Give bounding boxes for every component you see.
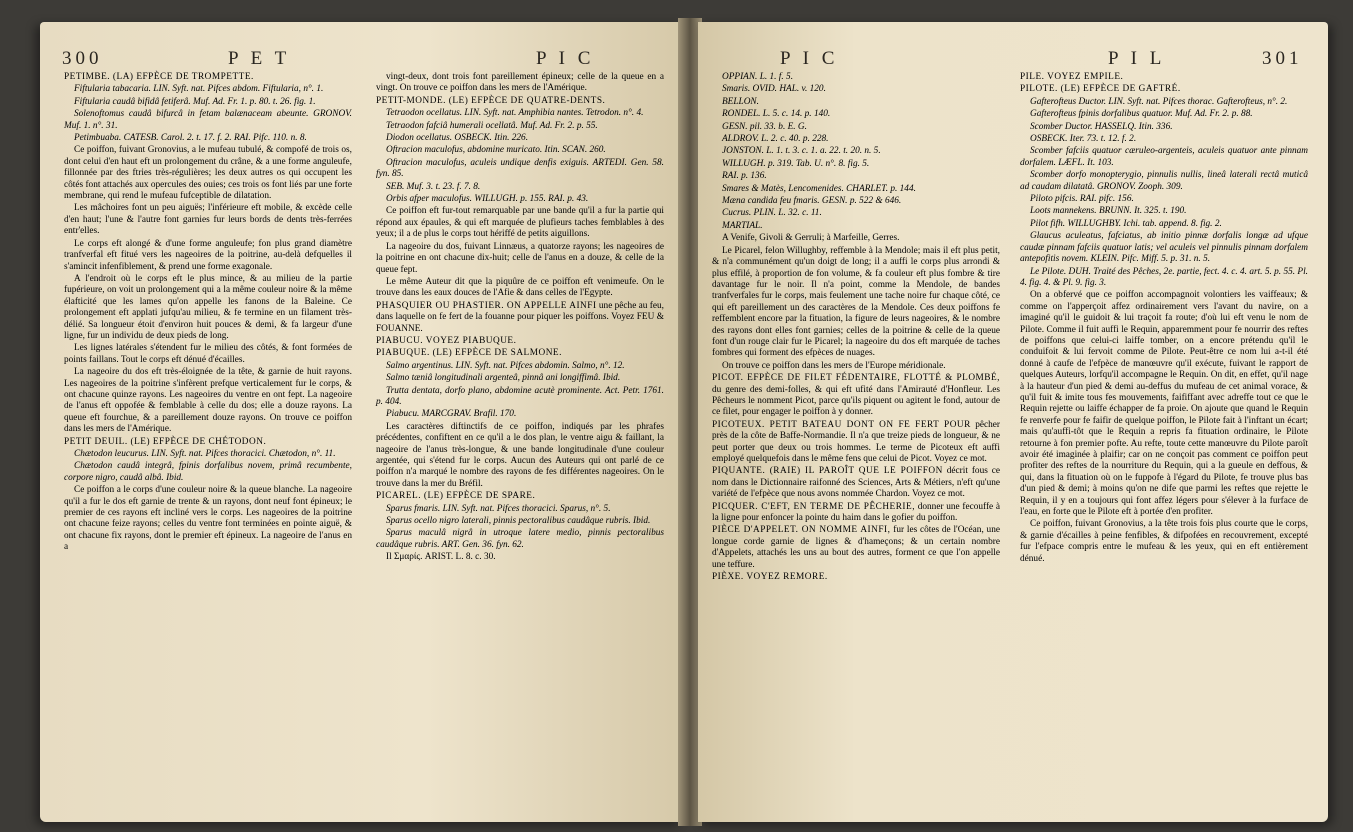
entry-headword: PICOT. EFPÈCE DE FILET FÉDENTAIRE, FLOTTÉ & PLOMBÉ, — [712, 373, 1000, 384]
entry-paragraph — [1020, 84, 1308, 95]
entry-text: donner une fecouffe à la ligne pour enfoncer la pointe du haim dans le gofier du poiffon. — [712, 501, 1001, 524]
entry-headword: PICAREL. (LE) EFPÈCE DE SPARE. — [376, 491, 536, 502]
left-page-head-right: P I C — [536, 48, 595, 69]
citation-line: Smares & Matès, Lencomenides. CHARLET. p. 144. — [722, 183, 916, 194]
entry-paragraph — [1020, 72, 1308, 83]
citation-line: Scomber fafciis quatuor cæruleo-argenteis, aculeis quatuor ante pinnam dorfalem. LÆFL. It. 103. — [1020, 146, 1308, 168]
citation-line: Piabucu. MARCGRAV. Brafil. 170. — [386, 409, 517, 420]
body-paragraph: Les mâchoires font un peu aiguës; l'inférieure eft mobile, & excède celle d'en haut; l'une & l'autre font garnies fur leurs bords de dents très-ferrées entr'elles. — [64, 203, 352, 237]
entry-paragraph — [376, 336, 664, 347]
citation-line: SEB. Muf. 3. t. 23. f. 7. 8. — [386, 181, 481, 192]
citation-line: Sparus fmaris. LIN. Syft. nat. Pifces thoracici. Sparus, n°. 5. — [386, 503, 611, 514]
citation-line: Scomber Ductor. HASSELQ. Itin. 336. — [1030, 121, 1173, 132]
entry-paragraph — [712, 466, 1000, 500]
citation-line: Mæna candida feu fmaris. GESN. p. 522 & 646. — [722, 196, 902, 207]
entry-paragraph — [64, 72, 352, 83]
entry-headword: PICOTEUX. PETIT BATEAU DONT ON FE FERT POUR — [712, 419, 971, 430]
right-page-head-right: P I L — [1108, 48, 1166, 69]
body-paragraph: Ce poiffon, fuivant Gronovius, a la tête trois fois plus courte que le corps, & garnie d'écailles à peine fenfibles, & difpofées en recouvrement, excepté fur l'efpace compris entre le mufeau & les yeux, qui en eft entièrement dénué. — [1020, 519, 1308, 564]
entry-headword: PETIMBE. (LA) EFPÈCE DE TROMPETTE. — [64, 72, 254, 82]
citation-line: Trutta dentata, dorfo plano, abdomine acutè prominente. Act. Petr. 1761. p. 404. — [376, 385, 664, 407]
body-paragraph: On a obfervé que ce poiffon accompagnoit volontiers les vaiffeaux; & comme on l'apperçoit affez ordinairement vers l'avant du navire, on a imaginé qu'il le guidoit & lui traçoit fa route; d'où lui eft venu le nom de Pilote. Comme il fuit auffi le Requin, apparemment pour fe nourrir des reftes de poiffons que celui-ci laiffe tomber, on a encore prétendu qu'il le conduifoit & lui fervoit comme de Pilote. Peut-être ce nom lui a-t-il été donné à caufe de l'efpèce de manœuvre qu'il exécute, fuivant le rapport de quelques Auteurs, lorfqu'il accompagne le Requin. On dit, en effet, qu'il nage à la hauteur d'un pied & demi au-deffus du mufeau de cet animal vorace, & qu'il fuit & imite tous fes mouvements, faififfant avec adreffe tout ce que le Requin rejette ou laiffe échapper de fa proie. On ajoute que quand le Requin fe renverfe pour fe faifir de quelque poiffon, le Pilote fait à l'inftant un écart; mais qu'auffi-tôt que le Requin a repris fa fituation ordinaire, le Pilote retourne à fon premier pofte. Au refte, toute cette manœuvre du Pilote paroît avoir été imaginée à plaifir; car on ne conçoit pas comment ce poiffon peut profiter des reftes de la nourriture du Requin, qui a la gueule en deffous, & qui, dans la fituation où on le fuppofe à l'égard du Pilote, fe trouve plus bas d'un pied & demi; à moins qu'on ne dife que parmi les reftes que rejette le Requin, il y en a toujours qui font affez légers pour s'élever à la furface de l'eau, en forte que le Pilote eft à portée d'en profiter. — [1020, 290, 1308, 518]
citation-line: Smaris. OVID. HAL. v. 120. — [722, 84, 826, 95]
entry-paragraph — [376, 96, 664, 107]
entry-paragraph — [376, 348, 664, 359]
citation-line: Tetraodon fafciâ humerali ocellatâ. Muf. Ad. Fr. 2. p. 55. — [386, 120, 598, 131]
entry-paragraph — [64, 437, 352, 448]
citation-line: BELLON. — [722, 96, 759, 107]
citation-line: MARTIAL. — [722, 220, 763, 231]
citation-line: OPPIAN. L. 1. f. 5. — [722, 72, 794, 82]
entry-text: fur les côtes de l'Océan, une longue corde garnie de lignes & d'hameçons; & un certain nombre d'Appelets, attachés les uns au bout des autres, forment ce que l'on appelle une teffure. — [712, 525, 1000, 570]
body-paragraph: A Venife, Givoli & Gerruli; à Marfeille, Gerres. — [722, 233, 900, 244]
citation-line: Cucrus. PLIN. L. 32. c. 11. — [722, 208, 822, 219]
left-page-head-left: P E T — [228, 48, 291, 69]
body-paragraph: Les lignes latérales s'étendent fur le milieu des côtés, & font formées de points faillans. Tout le corps eft dénué d'écailles. — [64, 343, 352, 365]
entry-headword: PIABUCU. VOYEZ PIABUQUE. — [376, 335, 517, 346]
citation-line: Orbis afper maculofus. WILLUGH. p. 155. RAI. p. 43. — [386, 194, 589, 205]
body-paragraph: La nageoire du dos, fuivant Linnæus, a quatorze rayons; les nageoires de la poitrine en ont chacune dix-huit; celle de l'anus en a douze, & celle de la queue fept. — [376, 241, 664, 275]
citation-line: Oftracion maculofus, abdomine muricato. Itin. SCAN. 260. — [386, 145, 606, 156]
body-paragraph: Ce poiffon a le corps d'une couleur noire & la queue blanche. La nageoire qu'il a fur le dos eft garnie de trente & un rayons, dont neuf font épineux; le premier de ces rayons eft incliné vers le corps. Les nageoires de la poitrine ont chacune feize rayons; celles du ventre font terminées en pointe aiguë, & ont chacune fix rayons, dont le premier eft épineux. La nageoire de l'anus en a — [64, 485, 352, 553]
left-page-number: 300 — [62, 48, 103, 69]
citation-line: Diodon ocellatus. OSBECK. Itin. 226. — [386, 133, 529, 144]
citation-line: Le Pilote. DUH. Traité des Pêches, 2e. partie, fect. 4. c. 4. art. 5. p. 55. Pl. 4. fig. 4. & Pl. 9. fig. 3. — [1020, 266, 1308, 288]
entry-text: décrit fous ce nom dans le Dictionnaire raifonné des Sciences, Arts & Métiers, n'eft qu'une variété de l'efpèce que nous avons nommée Chardon. Voyez ce mot. — [712, 466, 1000, 500]
entry-headword: PILOTE. (LE) EFPÈCE DE GAFTRÉ. — [1020, 84, 1181, 95]
right-page-column-1 — [712, 72, 1000, 584]
body-paragraph: Il Σμαρίς. ARIST. L. 8. c. 30. — [386, 552, 496, 563]
citation-line: GESN. pil. 33. b. E. G. — [722, 121, 807, 132]
citation-line: Salmo tæniâ longitudinali argenteâ, pinnâ ani longiffimâ. Ibid. — [386, 373, 621, 384]
entry-paragraph — [712, 502, 1000, 525]
right-page-head-left: P I C — [780, 48, 839, 69]
entry-text: une pêche au feu, dans laquelle on fe fert de la fouanne pour piquer les poiffons. Voyez FEU & FOUANNE. — [376, 300, 664, 334]
left-page-column-1 — [64, 72, 352, 555]
body-paragraph: Ce poiffon eft fur-tout remarquable par une bande qu'il a fur la partie qui répond aux épaules, & qui eft marquée de plufieurs taches femblables à des yeux; il a de plus le corps tout hériffé de petits aiguillons. — [376, 206, 664, 240]
citation-line: Oftracion maculofus, aculeis undique denfis exiguis. ARTEDI. Gen. 58. fyn. 85. — [376, 157, 664, 180]
citation-line: Salmo argentinus. LIN. Syft. nat. Pifces abdomin. Salmo, n°. 12. — [386, 360, 625, 371]
citation-line: WILLUGH. p. 319. Tab. U. n°. 8. fig. 5. — [722, 158, 870, 169]
citation-line: Scomber dorfo monopterygio, pinnulis nullis, lineâ laterali rectâ muticâ ad caudam dilatatâ. GRONOV. Zooph. 309. — [1020, 170, 1308, 192]
citation-line: JONSTON. L. 1. t. 3. c. 1. a. 22. t. 20. n. 5. — [722, 146, 881, 157]
left-page-column-2 — [376, 72, 664, 565]
citation-line: ALDROV. L. 2. c. 40. p. 228. — [722, 134, 829, 145]
citation-line: Tetraodon ocellatus. LIN. Syft. nat. Amphibia nantes. Tetrodon. n°. 4. — [386, 108, 644, 119]
entry-paragraph — [712, 420, 1000, 466]
citation-line: Piloto pifcis. RAI. pifc. 156. — [1030, 194, 1134, 205]
body-paragraph: Les caractères diftinctifs de ce poiffon, indiqués par les phrafes précédentes, confiftent en ce qu'il a le dos plan, le ventre aigu & faillant, la nageoire de l'anus très-longue, & une bande longitudinale d'une couleur argentée, qui s'étend fur le corps. Aucun des Auteurs qui ont parlé de ce poiffon n'a marqué le nombre des rayons de fes différentes nageoires. On le trouve dans la mer du Bréfil. — [376, 421, 664, 489]
entry-headword: PETIT DEUIL. (LE) EFPÈCE DE CHÉTODON. — [64, 436, 267, 447]
citation-line: Fiftularia tabacaria. LIN. Syft. nat. Pifces abdom. Fiftularia, n°. 1. — [74, 84, 324, 95]
entry-paragraph — [712, 525, 1000, 571]
citation-line: Chætodon caudâ integrâ, fpinis dorfalibus novem, primâ recumbente, corpore nigro, caudâ albâ. Ibid. — [64, 461, 352, 483]
body-paragraph: On trouve ce poiffon dans les mers de l'Europe méridionale. — [722, 360, 946, 371]
entry-headword: PICQUER. C'EFT, EN TERME DE PÊCHERIE, — [712, 501, 916, 512]
body-paragraph: La nageoire du dos eft très-éloignée de la tête, & garnie de huit rayons. Les nageoires de la poitrine s'infèrent prefque verticalement fur le corps, & ont chacune quinze rayons. Les nageoires du ventre en ont fept. La nageoire de l'anus eft oppofée & femblable à celle du dos; elle a douze rayons. La queue eft fourchue, & a pareillement douze rayons. On trouve ce poiffon dans les mers de l'Amérique. — [64, 367, 352, 435]
body-paragraph: A l'endroit où le corps eft le plus mince, & au milieu de la partie fupérieure, on voit un prolongement qui a la même couleur noire & la même élafticité que les lames qu'on appelle les fanons de la Baleine. Ce prolongement eft applati jufqu'au milieu, & fe termine en un filament très-délié. Sa longueur étoit d'environ huit pouces & demi, & fa largeur d'une ligne, fur un individu de deux pieds de long. — [64, 273, 352, 341]
citation-line: Fiftularia caudâ bifidâ fetiferâ. Muf. Ad. Fr. 1. p. 80. t. 26. fig. 1. — [74, 96, 316, 107]
entry-paragraph — [712, 373, 1000, 419]
citation-line: Gafterofteus fpinis dorfalibus quatuor. Muf. Ad. Fr. 2. p. 88. — [1030, 109, 1253, 120]
citation-line: Pilot fifh. WILLUGHBY. Ichi. tab. append. 8. fig. 2. — [1030, 218, 1222, 229]
citation-line: Sparus maculâ nigrâ in utroque latere medio, pinnis pectoralibus caudâque rubris. ART. Gen. 36. fyn. 62. — [376, 528, 664, 550]
citation-line: Petimbuaba. CATESB. Carol. 2. t. 17. f. 2. RAI. Pifc. 110. n. 8. — [74, 133, 307, 144]
entry-headword: PHASQUIER OU PHASTIER. ON APPELLE AINFI — [376, 300, 597, 311]
citation-line: RONDEL. L. 5. c. 14. p. 140. — [722, 109, 831, 120]
entry-text: pêcher près de la côte de Baffe-Normandie. Il n'a que treize pieds de longueur, & ne peut porter que deux ou trois hommes. Le terme de Picoteux eft auffi employé quelquefois dans le même fens que celui de Picot. Voyez ce mot. — [712, 419, 1000, 464]
entry-text: du genre des demi-folles, & qui eft ufité dans l'Amirauté d'Honfleur. Les Pêcheurs le nomment Picot, parce qu'ils piquent ou agitent le fond, autour de ce filet, pour engager le poiffon à y donner. — [712, 384, 1000, 418]
citation-line: Glaucus aculeatus, fafciatus, ab initio pinnæ dorfalis longæ ad ufque caudæ pinnam fafciis quatuor latis; vel aculeis vel pinnulis pinnam dorfalem antepofitis novem. KLEIN. Pifc. Miff. 5. p. 31. n. 5. — [1020, 231, 1308, 265]
citation-line: RAI. p. 136. — [722, 171, 767, 182]
entry-paragraph — [712, 572, 1000, 583]
right-page-number: 301 — [1262, 48, 1303, 69]
citation-line: Solenoftomus caudâ bifurcâ in fetam balænaceam abeunte. GRONOV. Muf. 1. n°. 31. — [64, 109, 352, 131]
citation-line: Sparus ocello nigro laterali, pinnis pectoralibus caudâque rubris. Ibid. — [386, 516, 651, 527]
body-paragraph: Le même Auteur dit que la piquûre de ce poiffon eft venimeufe. On le trouve dans les eaux douces de l'Afie & dans celles de l'Egypte. — [376, 276, 664, 299]
entry-headword: PIABUQUE. (LE) EFPÈCE DE SALMONE. — [376, 348, 562, 359]
entry-headword: PILE. VOYEZ EMPILE. — [1020, 72, 1124, 82]
body-paragraph: Le corps eft alongé & d'une forme anguleufe; fon plus grand diamètre tranfverfal eft fitué vers les nageoires de la poitrine, au-delà defquelles il s'amincit infenfiblement, & prend une forme exagonale. — [64, 238, 352, 272]
entry-paragraph — [376, 491, 664, 502]
body-paragraph: Ce poiffon, fuivant Gronovius, a le mufeau tubulé, & compofé de trois os, dont celui d'en haut eft un prolongement du crâne, & a une forme anguleufe, fillonnée par des ftries très-régulières; les deux autres os qui occupent les côtés font attachés aux opercules des ouies; ces trois os font liés par une forte membrane, qui rend le mufeau fufceptible de dilatation. — [64, 145, 352, 202]
citation-line: OSBECK. Iter. 73. t. 12. f. 2. — [1030, 134, 1137, 145]
entry-headword: PIÈXE. VOYEZ REMORE. — [712, 572, 828, 583]
right-page-column-2 — [1020, 72, 1308, 566]
citation-line: Chætodon leucurus. LIN. Syft. nat. Pifces thoracici. Chætodon, n°. 11. — [74, 449, 336, 459]
entry-headword: PIQUANTE. (RAIE) IL PAROÎT QUE LE POIFFON — [712, 466, 943, 477]
citation-line: Gafterofteus Ductor. LIN. Syft. nat. Pifces thorac. Gafterofteus, n°. 2. — [1030, 96, 1288, 107]
entry-paragraph — [376, 301, 664, 335]
entry-headword: PETIT-MONDE. (LE) EFPÈCE DE QUATRE-DENTS. — [376, 95, 606, 106]
body-paragraph: vingt-deux, dont trois font pareillement épineux; celle de la queue en a vingt. On trouve ce poiffon dans les mers de l'Amérique. — [376, 72, 664, 94]
body-paragraph: Le Picarel, felon Willughby, reffemble à la Mendole; mais il eft plus petit, & n'a communément qu'un doigt de long; il a auffi le corps plus arrondi & plus effilé, à proportion de fon volume, & fa couleur eft plus fombre & tire davantage fur le noir. Il n'a point, comme la Mendole, de bandes tranfverfales fur le corps, mais feulement une tache noire fur chaque côté, ce qui eft pareillement un des caractères de la Mendole. Ces deux poiffons fe reffemblent encore par la fituation, la figure de leurs nageoires, & le nombre des rayons dont elles font garnies; celles de la poitrine & celle de la queue font d'un rouge clair fur le Picarel; la nageoire du dos eft marquée de taches fombres qui forment des efpèces de nuages. — [712, 245, 1000, 359]
entry-headword: PIÈCE D'APPELET. ON NOMME AINFI, — [712, 525, 891, 536]
citation-line: Loots mannekens. BRUNN. It. 325. t. 190. — [1030, 206, 1187, 217]
